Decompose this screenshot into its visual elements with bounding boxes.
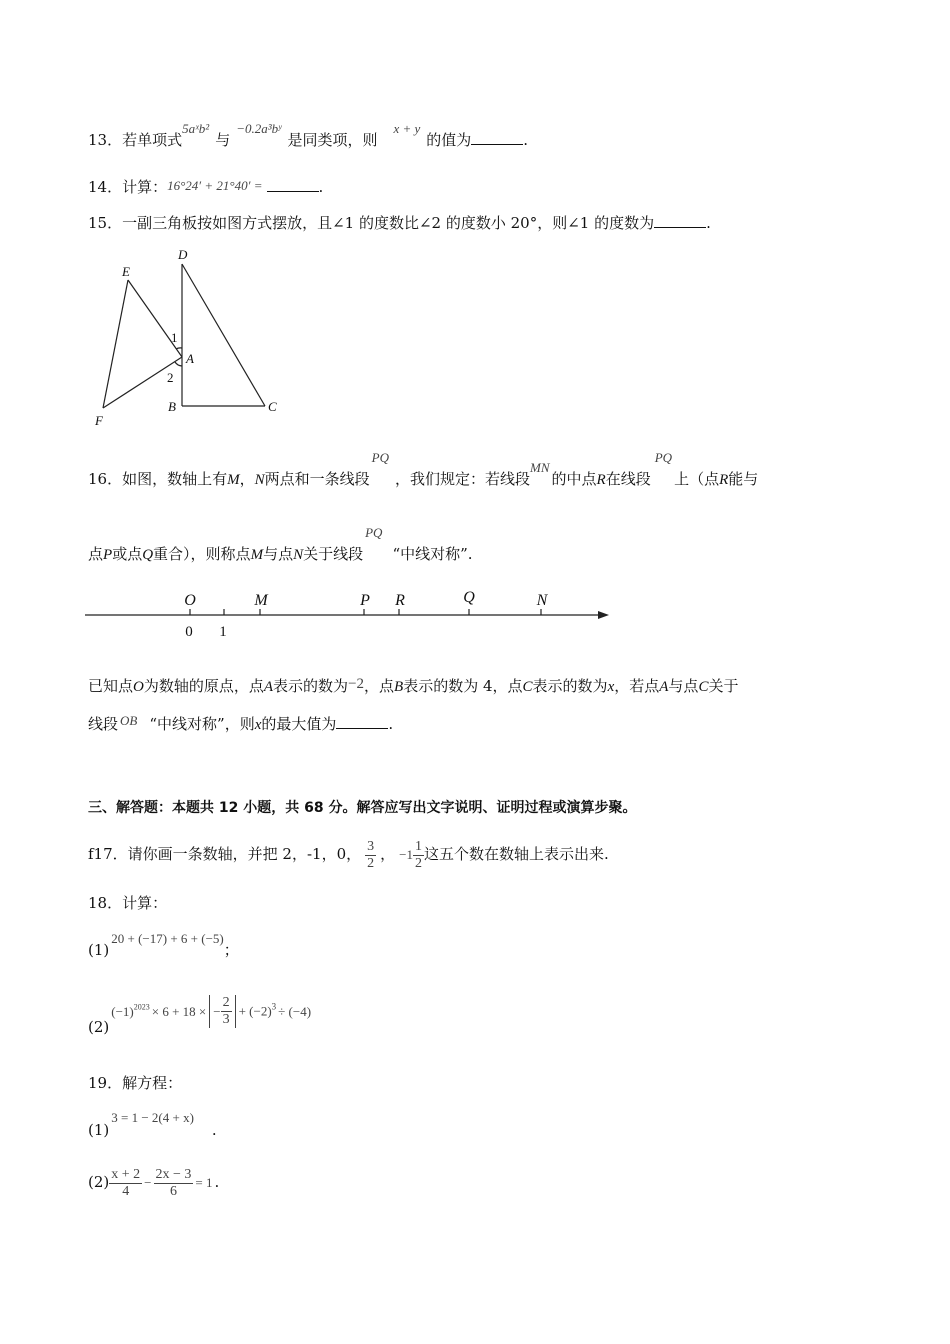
q18-p2-abs-sign: − [213,1003,221,1019]
q18-p1-expr: 20 + (−17) + 6 + (−5) [111,931,224,946]
q17-frac1-den: 2 [367,855,375,871]
q17-sep: ， [380,845,396,863]
question-14 [88,177,323,198]
q18-number: 18． [88,894,123,912]
q13-text-1: 若单项式 [122,131,183,149]
question-19-part-2 [88,1162,219,1203]
q15-answer-blank[interactable] [654,213,706,228]
q16-comma: ， [239,470,255,488]
q16-text-1a: 如图，数轴上有 [122,470,228,488]
axis-tick-0: 0 [185,624,193,640]
q17-text-2: 这五个数在数轴上表示出来. [423,845,609,863]
q19-p2-fraction-1 [109,1167,142,1200]
q16-segment-PQ-1: PQ [371,450,389,465]
q19-p2-fraction-2 [154,1167,194,1200]
q14-end: . [318,178,324,196]
axis-label-O: O [184,592,196,609]
angle-1-arc [176,348,182,349]
q18-p2-mul: × 6 + 18 × [151,1003,207,1019]
q18-p2-label: (2) [88,1017,110,1036]
q16-text-1g: 能与 [728,470,759,488]
q16-text-3d: ，点 [364,677,395,695]
q16-point-M: M [227,472,240,488]
q16-var-x: x [607,679,615,695]
q13-end: . [523,131,529,149]
q16-text-3a: 已知点 [88,677,134,695]
q14-expr: 16°24′ + 21°40′ = [167,178,263,193]
q16-number: 16． [88,470,123,488]
axis-tick-1: 1 [219,624,227,640]
q16-point-R-2: R [719,472,729,488]
q16-point-B: B [394,679,404,695]
q17-frac2-num: 1 [414,838,422,854]
question-18-part-2 [88,995,311,1037]
q16-text-4b: “中线对称”，则 [149,715,255,733]
q16-text-1d: 的中点 [551,470,597,488]
q13-expr-2: −0.2a³bʸ [236,121,282,136]
q19-p2-f1-den: 4 [122,1183,130,1199]
q16-segment-MN: MN [530,460,550,475]
line-EA [128,280,182,357]
question-13 [88,121,529,151]
q16-point-N: N [254,472,265,488]
q16-var-x-2: x [254,717,262,733]
q14-text: 计算： [122,178,168,196]
q15-text: 一副三角板按如图方式摆放，且∠1 的度数比∠2 的度数小 20°，则∠1 的度数为 [122,214,655,232]
q19-p2-f2-num: 2x − 3 [155,1166,192,1182]
q18-p2-add: + (−2) [238,1003,272,1019]
question-18-title [88,893,167,913]
q16-text-1f: 上（点 [674,470,720,488]
q16-point-C: C [522,679,533,695]
q16-point-P: P [103,547,113,563]
question-19-title [88,1073,182,1093]
angle-2-arc [175,362,182,366]
label-2: 2 [167,370,174,385]
q16-segment-PQ-2: PQ [654,450,673,465]
axis-label-N: N [536,592,548,609]
q17-frac1-num: 3 [367,838,375,854]
q16-text-2a: 点 [88,545,104,563]
q16-end: . [388,715,394,733]
section-3-heading: 三、解答题：本题共 12 小题，共 68 分。解答应写出文字说明、证明过程或演算步聚。 [88,800,637,816]
q16-point-A-2: A [659,679,669,695]
q17-mixed-whole: −1 [399,847,413,862]
question-17 [88,836,609,873]
line-DC [182,264,265,406]
q16-text-3f: 表示的数为 [532,677,608,695]
q14-answer-blank[interactable] [267,177,319,192]
q16-text-1b: 两点和一条线段 [264,470,370,488]
q18-p1-label: (1) [88,941,110,959]
q13-text-3: 是同类项，则 [287,131,378,149]
q19-p2-rhs: = 1 [195,1175,213,1190]
axis-label-R: R [395,592,405,609]
q18-title: 计算： [122,894,168,912]
axis-label-M: M [254,592,268,609]
q16-value-neg2: −2 [348,676,365,692]
q16-text-2d: 与点 [263,545,294,563]
q13-answer-blank[interactable] [471,130,523,145]
q13-text-4: 的值为 [426,131,472,149]
q16-text-3i: 关于 [708,677,739,695]
q19-number: 19． [88,1074,123,1092]
q16-point-C-2: C [698,679,709,695]
q13-expr-3: x + y [393,121,421,136]
q19-p2-f1-num: x + 2 [111,1166,141,1182]
q19-p2-end: . [214,1173,220,1191]
q16-point-N-2: N [293,547,304,563]
q18-p2-frac-den: 3 [222,1012,230,1027]
q16-text-2c: 重合），则称点 [153,545,251,563]
q16-text-3c: 表示的数为 [273,677,349,695]
q19-p2-f2-den: 6 [169,1183,177,1199]
question-16-line-3 [88,676,738,697]
q16-point-A: A [263,679,274,695]
q19-title: 解方程： [122,1074,183,1092]
q16-answer-blank[interactable] [336,714,388,729]
label-F: F [95,413,103,428]
number-line [80,585,620,645]
q16-text-4c: 的最大值为 [261,715,337,733]
question-19-part-1 [88,1110,217,1141]
q16-point-O: O [133,679,144,695]
q16-text-3b: 为数轴的原点，点 [143,677,264,695]
q19-p1-label: (1) [88,1121,110,1139]
q16-text-2b: 或点 [112,545,143,563]
q18-p2-abs [209,995,235,1028]
q16-text-3g: ，若点 [614,677,660,695]
question-15 [88,213,711,233]
q17-frac2-den: 2 [414,855,422,871]
question-16-line-4 [88,714,393,735]
q16-segment-PQ-3: PQ [365,525,383,540]
question-16-line-2 [88,525,473,565]
axis-label-P: P [360,592,370,609]
q18-p2-exponent-2: 3 [271,1001,277,1012]
label-E: E [122,264,130,279]
q18-p2-fraction [221,995,232,1028]
q16-segment-OB: OB [120,713,138,728]
q19-p2-minus: − [144,1175,152,1190]
q13-text-2: 与 [215,131,231,149]
q17-fraction-1-2 [413,839,424,872]
triangle-figure [85,245,295,435]
q14-number: 14． [88,178,123,196]
q18-p2-div: ÷ (−4) [278,1003,312,1019]
q16-text-1c: ，我们规定：若线段 [395,470,531,488]
question-18-part-1 [88,931,239,961]
q19-p1-expr: 3 = 1 − 2(4 + x) [111,1110,194,1125]
q17-fraction-3-2 [365,839,376,872]
q18-p2-base: (−1) [111,1003,134,1019]
q16-text-2e: 关于线段 [303,545,364,563]
q18-p1-end: ； [223,941,239,959]
q13-number: 13． [88,131,123,149]
q16-point-Q: Q [142,547,154,563]
q16-text-3e: 表示的数为 4，点 [403,677,523,695]
line-EF [103,280,128,408]
axis-label-Q: Q [463,589,475,606]
q16-text-4a: 线段 [88,715,119,733]
label-1: 1 [171,330,178,345]
q16-text-2f: “中线对称”. [392,545,473,563]
q16-text-3h: 与点 [668,677,699,695]
q18-p2-frac-num: 2 [222,995,230,1010]
q19-p1-end: . [211,1121,217,1139]
q17-text-1: 请你画一条数轴，并把 2，-1，0， [127,845,362,863]
q16-point-R-1: R [596,472,606,488]
label-D: D [178,247,188,262]
q13-expr-1: 5aˣb² [182,121,210,136]
q18-p2-exponent: 2023 [133,1002,150,1012]
label-B: B [168,399,176,414]
q15-number: 15． [88,214,123,232]
q15-end: . [706,214,711,232]
label-A: A [186,351,194,366]
q19-p2-label: (2) [88,1173,110,1191]
q16-text-1e: 在线段 [605,470,651,488]
axis-arrow-icon [598,611,609,619]
label-C: C [268,399,277,414]
question-16-line-1 [88,450,759,490]
q16-point-M-2: M [250,547,264,563]
q17-number: f17． [88,845,128,863]
